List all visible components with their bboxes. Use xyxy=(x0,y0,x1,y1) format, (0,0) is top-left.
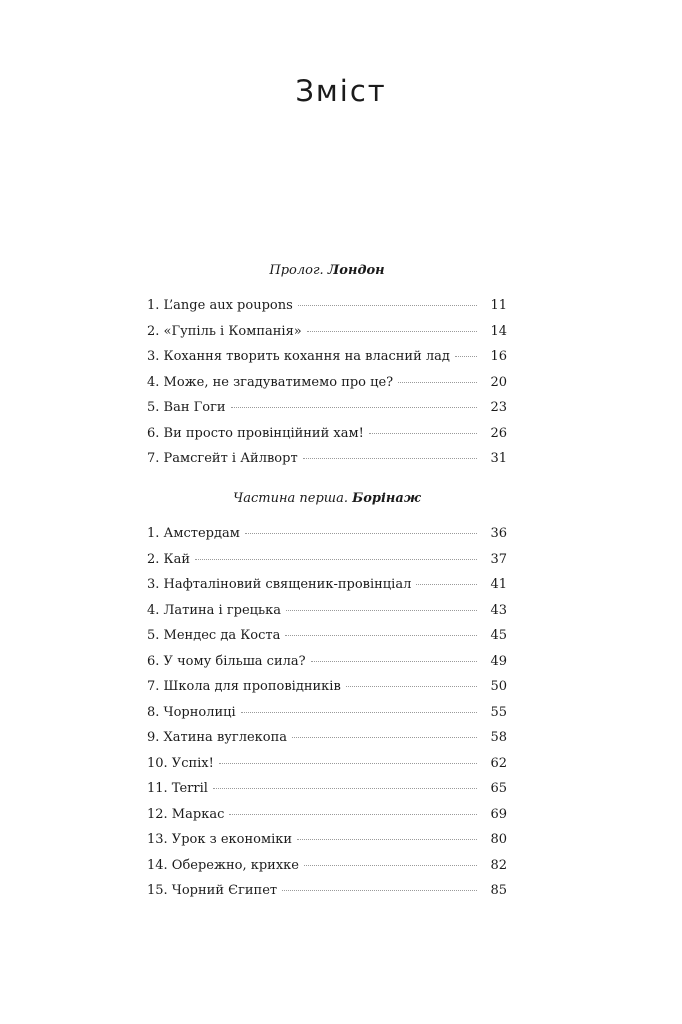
dot-leader xyxy=(298,305,477,306)
toc-entry-page-number: 45 xyxy=(490,628,507,643)
toc-entry-title: 1. Амстердам xyxy=(147,526,240,541)
toc-entry-page-number: 16 xyxy=(490,349,507,364)
dot-leader xyxy=(282,890,477,891)
toc-entry xyxy=(147,705,507,731)
dot-leader xyxy=(231,407,477,408)
toc-entry xyxy=(147,679,507,705)
toc-entry-title: 15. Чорний Єгипет xyxy=(147,883,278,898)
toc-entry-title: 3. Нафталіновий священик-провінціал xyxy=(147,577,412,592)
dot-leader xyxy=(292,737,477,738)
toc-entry-page-number: 82 xyxy=(490,857,507,873)
toc-entry-page-number: 11 xyxy=(490,298,507,313)
toc-entry xyxy=(147,756,507,782)
toc-entry xyxy=(147,807,507,833)
toc-entry-list xyxy=(147,298,507,477)
toc-entry-page-number: 26 xyxy=(490,425,507,441)
toc-entry-page-number: 58 xyxy=(490,730,507,745)
dot-leader xyxy=(241,712,477,713)
toc-entry xyxy=(147,526,507,552)
toc-entry-title: 4. Може, не згадуватимемо про це? xyxy=(147,374,394,390)
toc-entry-page-number: 41 xyxy=(490,577,507,592)
dot-leader xyxy=(245,533,477,534)
toc-entry-title: 10. Успіх! xyxy=(147,755,214,771)
dot-leader xyxy=(398,382,477,383)
toc-entry xyxy=(147,577,507,603)
toc-entry-page-number: 50 xyxy=(490,679,507,694)
dot-leader xyxy=(297,839,477,840)
toc-entry-title: 6. Ви просто провінційний хам! xyxy=(147,425,364,441)
section-heading xyxy=(147,262,507,280)
toc-entry xyxy=(147,603,507,629)
toc-entry-page-number: 36 xyxy=(490,526,507,541)
toc-entry-page-number: 43 xyxy=(490,602,507,618)
toc-entry-title: 3. Кохання творить кохання на власний лад xyxy=(147,349,450,364)
dot-leader xyxy=(304,865,477,866)
toc-entry-page-number: 85 xyxy=(490,883,507,898)
section-heading-prefix: Пролог. xyxy=(269,263,324,278)
toc-entry-page-number: 69 xyxy=(490,806,507,822)
toc-entry-title: 2. Кай xyxy=(147,551,191,567)
section-heading-prefix: Частина перша. xyxy=(233,491,348,506)
toc-entry-title: 1. L’ange aux poupons xyxy=(147,298,293,313)
toc-entry-title: 5. Мендес да Коста xyxy=(147,628,281,643)
toc-entry-page-number: 23 xyxy=(490,400,507,415)
dot-leader xyxy=(213,788,477,789)
toc-entry-title: 8. Чорнолиці xyxy=(147,704,236,720)
toc-entry-page-number: 31 xyxy=(490,451,507,466)
section-heading xyxy=(147,490,507,508)
toc-entry-title: 11. Terril xyxy=(147,781,208,796)
toc-entry-page-number: 80 xyxy=(490,832,507,847)
toc-entry xyxy=(147,298,507,324)
toc-entry-page-number: 37 xyxy=(490,551,507,567)
dot-leader xyxy=(195,559,477,560)
toc-entry-title: 12. Маркас xyxy=(147,806,225,822)
toc-entry-title: 14. Обережно, крихке xyxy=(147,857,299,873)
toc-entry xyxy=(147,451,507,477)
toc-entry xyxy=(147,781,507,807)
dot-leader xyxy=(285,635,477,636)
page-title: Зміст xyxy=(295,74,387,108)
toc-entry-title: 2. «Гупіль і Компанія» xyxy=(147,323,302,339)
section-heading-name: Лондон xyxy=(327,263,385,278)
toc-entry-title: 7. Школа для проповідників xyxy=(147,679,341,694)
toc-entry-title: 7. Рамсгейт і Айлворт xyxy=(147,451,298,466)
toc-entry-title: 9. Хатина вуглекопа xyxy=(147,730,288,745)
dot-leader xyxy=(346,686,477,687)
toc-section-prologue xyxy=(147,262,507,477)
dot-leader xyxy=(307,331,477,332)
dot-leader xyxy=(286,610,477,611)
dot-leader xyxy=(416,584,477,585)
toc-entry-page-number: 14 xyxy=(490,323,507,339)
toc-entry-page-number: 49 xyxy=(490,653,507,669)
toc-entry xyxy=(147,349,507,375)
toc-entry xyxy=(147,552,507,578)
dot-leader xyxy=(303,458,477,459)
toc-entry xyxy=(147,858,507,884)
toc-entry xyxy=(147,426,507,452)
dot-leader xyxy=(229,814,477,815)
dot-leader xyxy=(369,433,477,434)
toc-entry-title: 5. Ван Гоги xyxy=(147,400,226,415)
toc-entry xyxy=(147,400,507,426)
toc-entry-title: 6. У чому більша сила? xyxy=(147,653,306,669)
toc-entry xyxy=(147,628,507,654)
toc-entry xyxy=(147,654,507,680)
toc-entry-title: 4. Латина і грецька xyxy=(147,602,281,618)
toc-entry xyxy=(147,883,507,909)
section-heading-name: Борінаж xyxy=(352,491,421,506)
toc-entry-page-number: 62 xyxy=(490,755,507,771)
toc-entry-title: 13. Урок з економіки xyxy=(147,832,293,847)
dot-leader xyxy=(455,356,477,357)
toc-entry xyxy=(147,730,507,756)
dot-leader xyxy=(219,763,477,764)
toc-entry-page-number: 20 xyxy=(490,374,507,390)
toc-entry xyxy=(147,375,507,401)
toc-entry xyxy=(147,832,507,858)
dot-leader xyxy=(311,661,477,662)
toc-entry-list xyxy=(147,526,507,909)
toc-entry xyxy=(147,324,507,350)
toc-section-part-one xyxy=(147,490,507,909)
toc-entry-page-number: 55 xyxy=(490,704,507,720)
toc-entry-page-number: 65 xyxy=(490,781,507,796)
